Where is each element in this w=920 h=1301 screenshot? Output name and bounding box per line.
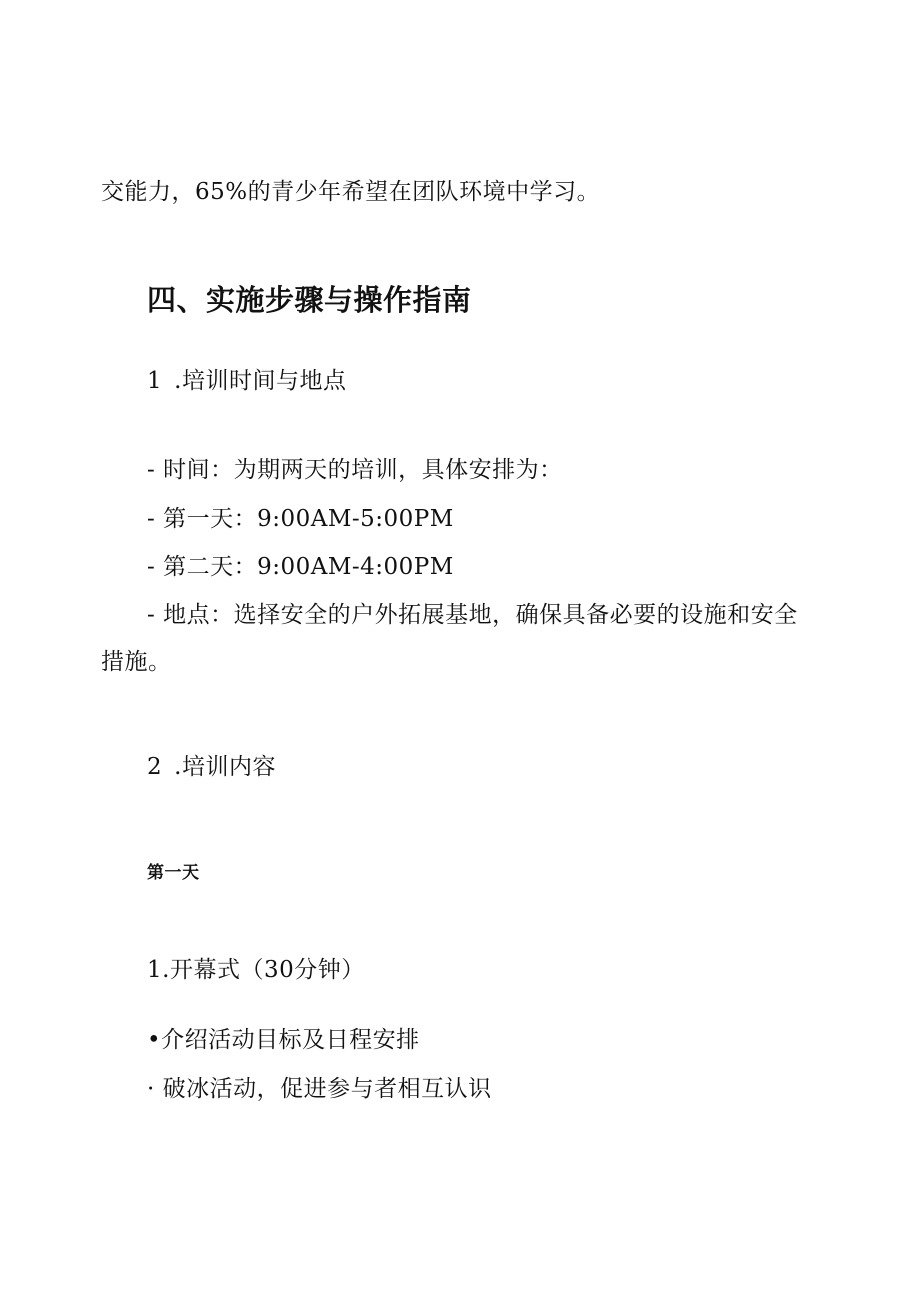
bullet-item: · 破冰活动，促进参与者相互认识 [147,1076,492,1102]
paragraph-tail: 交能力，65%的青少年希望在团队环境中学习。 [101,179,601,205]
day-label: 第一天 [147,863,200,883]
list-item-location-continued: 措施。 [101,649,172,675]
list-item-time: - 时间：为期两天的培训，具体安排为： [147,457,563,483]
list-item-day-two: - 第二天：9:00AM-4:00PM [147,554,454,580]
subsection-1-number: 1 [147,368,163,394]
bullet-item: •介绍活动目标及日程安排 [147,1027,420,1053]
subsection-1-heading [147,366,346,396]
subsection-1-label: .培训时间与地点 [174,368,347,394]
subsection-2-label: .培训内容 [174,754,276,780]
list-item-day-one: - 第一天：9:00AM-5:00PM [147,506,454,532]
list-item-location: - 地点：选择安全的户外拓展基地，确保具备必要的设施和安全 [147,602,798,628]
subsection-2-number: 2 [147,754,163,780]
section-title: 四、实施步骤与操作指南 [147,283,472,317]
activity-title: 1.开幕式（30分钟） [147,957,365,983]
subsection-2-heading [147,752,276,782]
